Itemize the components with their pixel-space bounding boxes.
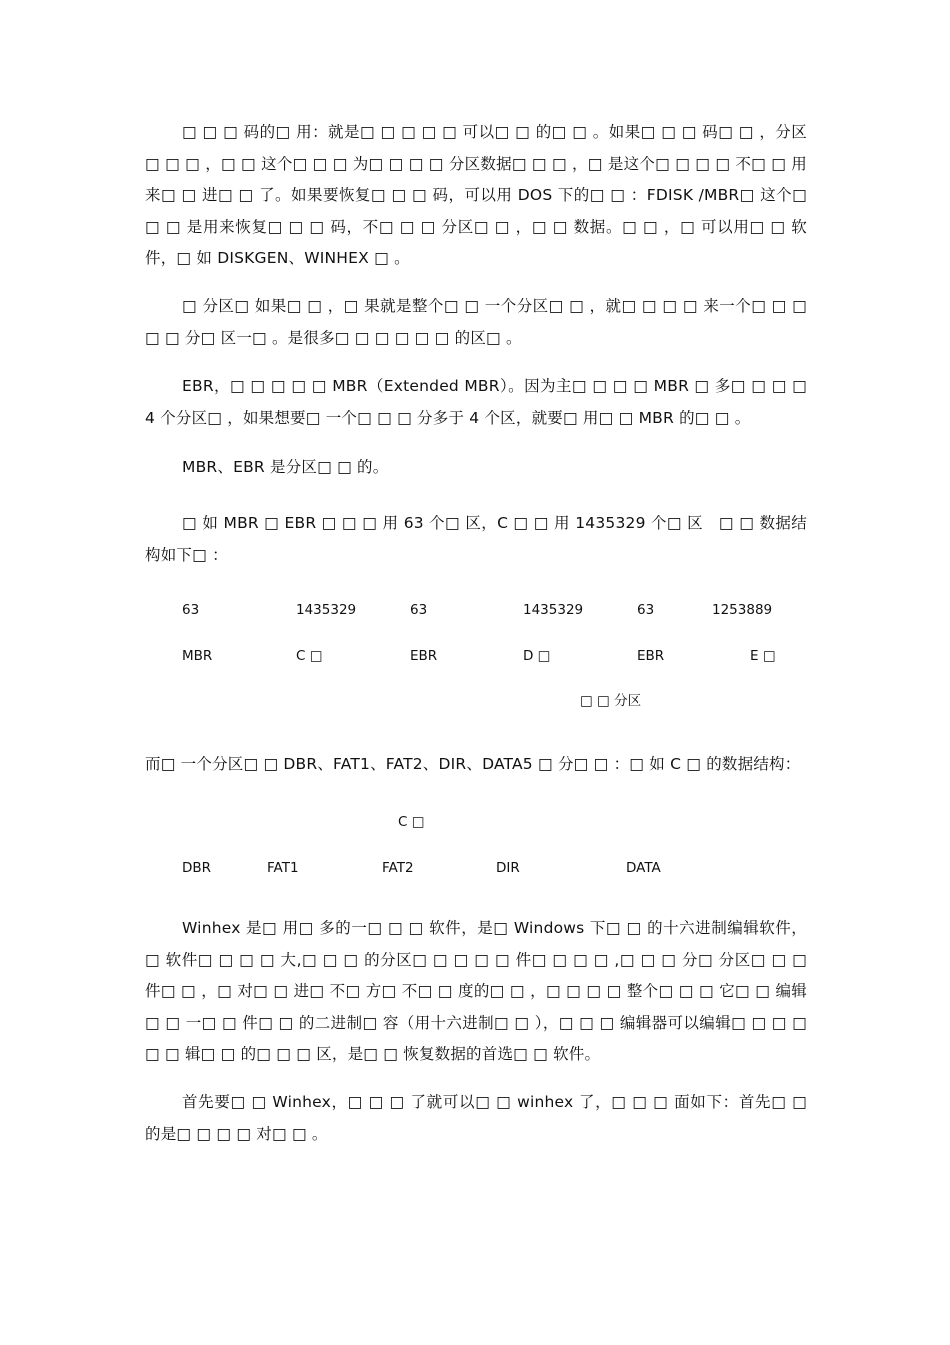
paragraph-partition-table: □ 分区□ 如果□ □ ，□ 果就是整个□ □ 一个分区□ □ ，就□ □ □ □ 来一个□ □ □ □ □ 分□ 区一□ 。是很多□ □ □ □ □ □ 的区□ 。 <box>145 297 807 347</box>
label-dir: DIR <box>496 860 520 876</box>
label-fat1: FAT1 <box>267 860 299 876</box>
size-d: 1435329 <box>523 602 584 618</box>
c-drive-title: C □ <box>398 814 425 830</box>
paragraph-ebr: EBR，□ □ □ □ □ MBR（Extended MBR）。因为主□ □ □ □ MBR □ 多□ □ □ □ 4 个分区□ ，如果想要□ 一个□ □ □ 分多于 4 个区，就要□ 用□ □ MBR 的□ □ 。 <box>145 377 807 427</box>
paragraph-winhex-start: 首先要□ □ Winhex，□ □ □ 了就可以□ □ winhex 了，□ □ □ 面如下：首先□ □ 的是□ □ □ □ 对□ □ 。 <box>145 1093 807 1143</box>
size-ebr-1: 63 <box>410 602 428 618</box>
label-ebr-2: EBR <box>637 648 665 664</box>
paragraph-boot-code: □ □ □ 码的□ 用：就是□ □ □ □ □ 可以□ □ 的□ □ 。如果□ □ □ 码□ □ ，分区□ □ □ ，□ □ 这个□ □ □ 为□ □ □ □ 分区数据□ □ □ ，□ 是这个□ □ □ □ 不□ □ 用来□ □ 进□ □ 了。如果要恢复□ □ □ 码，可以用 DOS 下的□ □ ：FDISK /MBR□ 这个□ □ □ 是用来恢复□ □ □ 码，不□ □ □ 分区□ □ ，□ □ 数据。□ □ ，□ 可以用□ □ 软件，□ 如 DISKGEN、WINHEX □ 。 <box>145 123 807 267</box>
label-e: E □ <box>750 648 776 664</box>
paragraph-winhex-intro: Winhex 是□ 用□ 多的一□ □ □ 软件，是□ Windows 下□ □ 的十六进制编辑软件，□ 软件□ □ □ □ 大,□ □ □ 的分区□ □ □ □ □ 件□ □ □ □ ,□ □ □ 分□ 分区□ □ □ 件□ □ ，□ 对□ □ 进□ 不□ 方□ 不□ □ 度的□ □ ，□ □ □ □ 整个□ □ □ 它□ □ 编辑□ □ 一□ □ 件□ □ 的二进制□ 容（用十六进制□ □ ），□ □ □ 编辑器可以编辑□ □ □ □ □ □ 辑□ □ 的□ □ □ 区，是□ □ 恢复数据的首选□ □ 软件。 <box>145 919 807 1063</box>
size-ebr-2: 63 <box>637 602 655 618</box>
label-d: D □ <box>523 648 551 664</box>
size-c: 1435329 <box>296 602 357 618</box>
label-dbr: DBR <box>182 860 212 876</box>
paragraph-partition-structure: 而□ 一个分区□ □ DBR、FAT1、FAT2、DIR、DATA5 □ 分□ □ ：□ 如 C □ 的数据结构： <box>145 755 801 773</box>
label-c: C □ <box>296 648 323 664</box>
paragraph-example: □ 如 MBR □ EBR □ □ □ 用 63 个□ 区，C □ □ 用 1435329 个□ 区 □ □ 数据结构如下□ ： <box>145 514 807 564</box>
label-fat2: FAT2 <box>382 860 414 876</box>
label-ebr-1: EBR <box>410 648 438 664</box>
paragraph-mbr-ebr: MBR、EBR 是分区□ □ 的。 <box>182 458 389 476</box>
label-extended-partition: □ □ 分区 <box>580 693 642 709</box>
label-data: DATA <box>626 860 661 876</box>
size-e: 1253889 <box>712 602 773 618</box>
size-mbr: 63 <box>182 602 200 618</box>
label-mbr: MBR <box>182 648 213 664</box>
